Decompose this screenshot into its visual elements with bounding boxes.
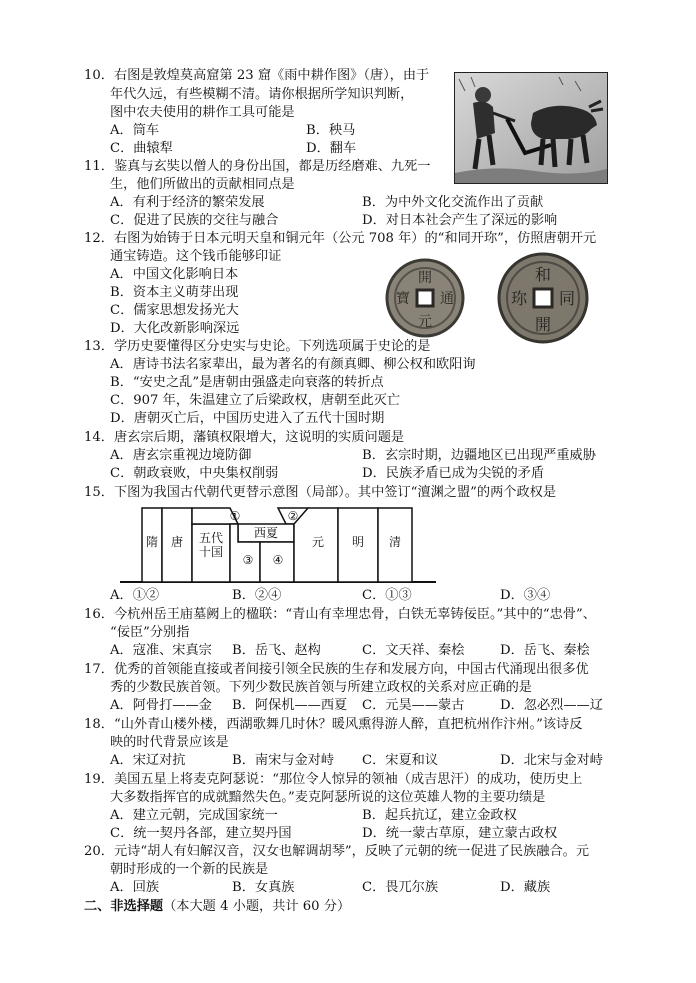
marker-3: ③ bbox=[242, 553, 254, 567]
q13-option-d: D．唐朝灭亡后，中国历史进入了五代十国时期 bbox=[110, 411, 385, 426]
q10-line-2: 年代久远，有些模糊不清。请你根据所学知识判断， bbox=[110, 87, 414, 102]
section-2-note: （本大题 4 小题，共计 60 分） bbox=[163, 899, 351, 914]
q19-line-2: 大多数指挥官的成就黯然失色。”麦克阿瑟所说的这位英雄人物的主要功绩是 bbox=[110, 790, 546, 805]
q19-line-1: 19．美国五星上将麦克阿瑟说：“那位令人惊异的领袖（成吉思汗）的成功，使历史上 bbox=[84, 772, 583, 787]
q12-option-b: B．资本主义萌芽出现 bbox=[110, 285, 239, 300]
coin-left-top-char: 開 bbox=[418, 270, 432, 286]
q10-option-c: C．曲辕犁 bbox=[110, 141, 173, 156]
wadokaichin-coin-image bbox=[497, 252, 589, 344]
coin-right-left-char: 珎 bbox=[510, 289, 528, 308]
q10-line-3: 图中农夫使用的耕作工具可能是 bbox=[110, 105, 295, 120]
coin-left-left-char: 寶 bbox=[396, 291, 410, 307]
dynasty-timeline-diagram bbox=[118, 500, 438, 588]
q14-option-c: C．朝政衰败，中央集权削弱 bbox=[110, 466, 279, 481]
q20-option-b: B．女真族 bbox=[232, 880, 295, 895]
q18-option-d: D．北宋与金对峙 bbox=[500, 753, 603, 768]
q16-line-2: “佞臣”分别指 bbox=[110, 625, 190, 640]
coin-left-bottom-char: 元 bbox=[418, 314, 432, 330]
q20-line-1: 20．元诗“胡人有妇解汉音，汉女也解调胡琴”，反映了元朝的统一促进了民族融合。元 bbox=[84, 844, 590, 859]
marker-4: ④ bbox=[272, 553, 284, 567]
q15-option-c: C．①③ bbox=[362, 588, 412, 603]
q11-option-b: B．为中外文化交流作出了贡献 bbox=[362, 195, 544, 210]
q18-option-a: A．宋辽对抗 bbox=[110, 753, 186, 768]
q20-option-c: C．畏兀尔族 bbox=[362, 880, 439, 895]
label-yuan: 元 bbox=[311, 535, 325, 549]
q11-line-2: 生，他们所做出的贡献相同点是 bbox=[110, 177, 295, 192]
q12-line-2: 通宝铸造。这个钱币能够印证 bbox=[110, 249, 282, 264]
label-ming: 明 bbox=[351, 535, 365, 549]
label-wudai-1: 五代 bbox=[198, 531, 224, 545]
q15-option-a: A．①② bbox=[110, 588, 160, 603]
q18-option-b: B．南宋与金对峙 bbox=[232, 753, 335, 768]
q14-option-b: B．玄宗时期，边疆地区已出现严重威胁 bbox=[362, 448, 596, 463]
q18-line-2: 映的时代背景应该是 bbox=[110, 735, 229, 750]
coin-right-right-char: 同 bbox=[558, 289, 576, 308]
q16-option-b: B．岳飞、赵构 bbox=[232, 643, 321, 658]
label-sui: 隋 bbox=[145, 535, 159, 549]
q13-option-b: B．“安史之乱”是唐朝由强盛走向衰落的转折点 bbox=[110, 375, 384, 390]
kaiyuan-coin-image bbox=[385, 258, 465, 338]
q16-option-d: D．岳飞、秦桧 bbox=[500, 643, 590, 658]
q11-option-c: C．促进了民族的交往与融合 bbox=[110, 213, 279, 228]
q11-line-1: 11．鉴真与玄奘以僧人的身份出国，都是历经磨难、九死一 bbox=[84, 159, 431, 174]
q17-line-1: 17．优秀的首领能直接或者间接引领全民族的生存和发展方向，中国古代涌现出很多优 bbox=[84, 662, 589, 677]
q17-option-d: D．忽必烈——辽 bbox=[500, 698, 603, 713]
q17-option-a: A．阿骨打——金 bbox=[110, 698, 212, 713]
label-qing: 清 bbox=[388, 535, 402, 549]
section-2-header bbox=[84, 897, 350, 916]
q16-option-c: C．文天祥、秦桧 bbox=[362, 643, 465, 658]
q20-option-d: D．藏族 bbox=[500, 880, 551, 895]
q15-option-b: B．②④ bbox=[232, 588, 282, 603]
q12-option-a: A．中国文化影响日本 bbox=[110, 267, 239, 282]
q17-option-b: B．阿保机——西夏 bbox=[232, 698, 348, 713]
q10-option-b: B．秧马 bbox=[306, 123, 356, 138]
q15-line-1: 15．下图为我国古代朝代更替示意图（局部）。其中签订“澶渊之盟”的两个政权是 bbox=[84, 485, 557, 500]
q13-option-c: C．907 年，朱温建立了后梁政权，唐朝至此灭亡 bbox=[110, 393, 401, 408]
label-tang: 唐 bbox=[170, 535, 184, 549]
q10-line-1: 10．右图是敦煌莫高窟第 23 窟《雨中耕作图》（唐），由于 bbox=[84, 68, 430, 83]
marker-1: ① bbox=[229, 509, 241, 523]
q15-option-d: D．③④ bbox=[500, 588, 551, 603]
q12-option-d: D．大化改新影响深远 bbox=[110, 321, 240, 336]
q16-option-a: A．寇准、宋真宗 bbox=[110, 643, 212, 658]
q17-line-2: 秀的少数民族首领。下列少数民族首领与所建立政权的关系对应正确的是 bbox=[110, 680, 532, 695]
q10-option-a: A．筒车 bbox=[110, 123, 160, 138]
q17-option-c: C．元昊——蒙古 bbox=[362, 698, 465, 713]
q19-option-d: D．统一蒙古草原，建立蒙古政权 bbox=[362, 826, 558, 841]
q11-option-d: D．对日本社会产生了深远的影响 bbox=[362, 213, 558, 228]
coin-right-top-char: 和 bbox=[534, 265, 552, 284]
q16-line-1: 16．今杭州岳王庙墓阙上的楹联：“青山有幸埋忠骨，白铁无辜铸佞臣。”其中的“忠骨”、 bbox=[84, 607, 596, 622]
q14-option-d: D．民族矛盾已成为尖锐的矛盾 bbox=[362, 466, 545, 481]
q20-line-2: 朝时形成的一个新的民族是 bbox=[110, 862, 269, 877]
q18-line-1: 18．“山外青山楼外楼，西湖歌舞几时休？暖风熏得游人醉，直把杭州作汴州。”该诗反 bbox=[84, 717, 583, 732]
q18-option-c: C．宋夏和议 bbox=[362, 753, 439, 768]
painting-svg bbox=[455, 73, 607, 183]
section-2-title: 二、非选择题 bbox=[84, 899, 164, 914]
marker-2: ② bbox=[287, 509, 299, 523]
coin-right-bottom-char: 開 bbox=[534, 315, 552, 334]
q19-option-c: C．统一契丹各部，建立契丹国 bbox=[110, 826, 292, 841]
q20-option-a: A．回族 bbox=[110, 880, 160, 895]
q14-option-a: A．唐玄宗重视边境防御 bbox=[110, 448, 252, 463]
q10-option-d: D．翻车 bbox=[306, 141, 357, 156]
q11-option-a: A．有利于经济的繁荣发展 bbox=[110, 195, 265, 210]
q19-option-a: A．建立元朝，完成国家统一 bbox=[110, 808, 278, 823]
q14-line-1: 14．唐玄宗后期，藩镇权限增大，这说明的实质问题是 bbox=[84, 430, 405, 445]
q12-option-c: C．儒家思想发扬光大 bbox=[110, 303, 239, 318]
q19-option-b: B．起兵抗辽，建立金政权 bbox=[362, 808, 517, 823]
q13-option-a: A．唐诗书法名家辈出，最为著名的有颜真卿、柳公权和欧阳询 bbox=[110, 357, 476, 372]
farming-painting-image bbox=[454, 72, 608, 184]
label-wudai-2: 十国 bbox=[198, 545, 224, 559]
label-xixia: 西夏 bbox=[253, 526, 279, 540]
q12-line-1: 12．右图为始铸于日本元明天皇和铜元年（公元 708 年）的“和同开珎”，仿照唐朝开元 bbox=[84, 231, 597, 246]
q13-line-1: 13．学历史要懂得区分史实与史论。下列选项属于史论的是 bbox=[84, 339, 431, 354]
coin-left-right-char: 通 bbox=[440, 291, 454, 307]
